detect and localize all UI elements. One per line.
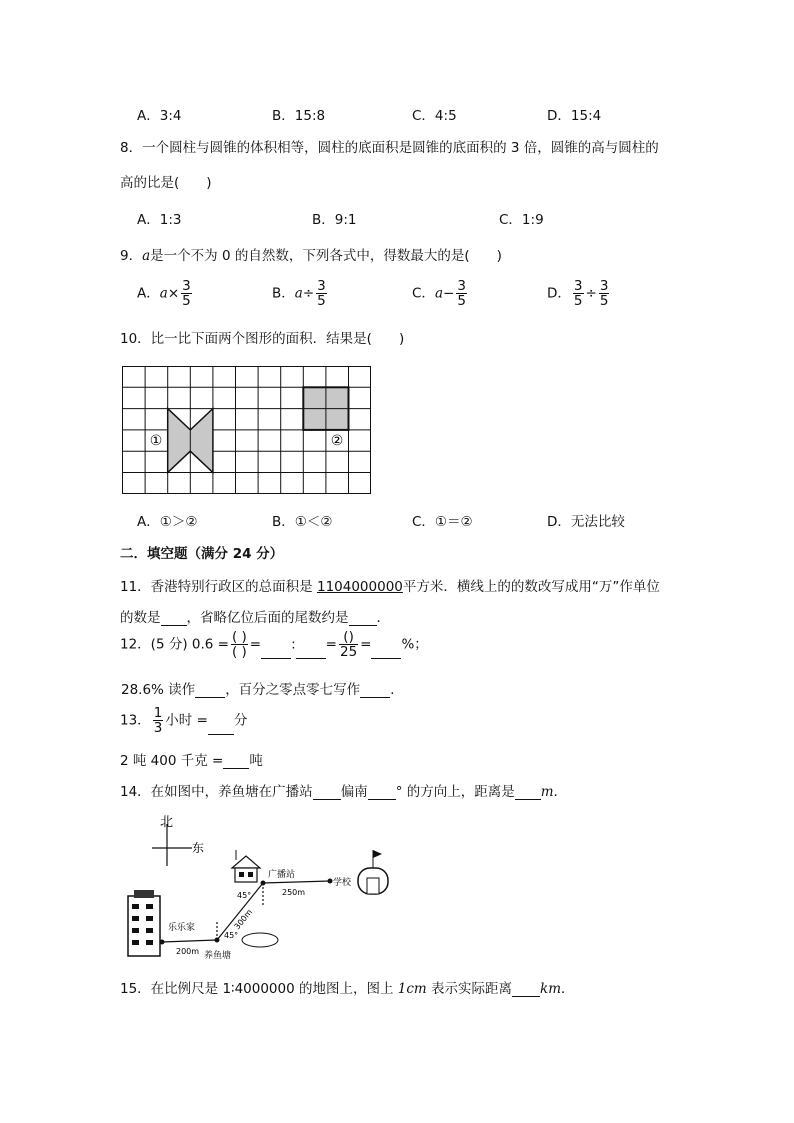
q14-blank-2[interactable] bbox=[368, 785, 396, 800]
frac-num: 3 bbox=[317, 278, 326, 294]
frac-den: 5 bbox=[457, 293, 466, 309]
frac-den: 25 bbox=[339, 644, 358, 660]
q13-l2: 2 吨 400 千克 = bbox=[120, 753, 224, 769]
q10-option-d: D．无法比较 bbox=[547, 514, 625, 530]
q11-line2 bbox=[120, 606, 390, 626]
q8-stem-line2: 高的比是( ) bbox=[120, 175, 212, 191]
q13-blank-1[interactable] bbox=[208, 720, 234, 735]
q14-map-figure bbox=[120, 810, 420, 970]
q11-l2c: ． bbox=[376, 610, 390, 626]
q8-option-c: C．1:9 bbox=[499, 212, 544, 228]
pond-icon bbox=[242, 933, 278, 947]
q13-blank-2[interactable] bbox=[223, 754, 249, 769]
q10-grid-figure bbox=[122, 366, 372, 496]
frac-num: () bbox=[339, 630, 358, 645]
q9-c-var: a bbox=[434, 285, 443, 302]
q8-stem-line1: 8．一个圆柱与圆锥的体积相等，圆柱的底面积是圆锥的底面积的 3 倍，圆锥的高与圆柱的 bbox=[120, 140, 659, 156]
q13-unit2: 吨 bbox=[249, 753, 263, 769]
q9-d-frac2 bbox=[599, 279, 610, 308]
school-label: 学校 bbox=[333, 878, 352, 888]
q7-option-a: A．3:4 bbox=[137, 108, 182, 124]
compass bbox=[152, 815, 204, 866]
q13-pre: 13． bbox=[120, 712, 151, 729]
q14-unit: m bbox=[540, 784, 554, 800]
q14-end: ． bbox=[553, 784, 568, 800]
frac-den: ( ) bbox=[231, 644, 247, 660]
q12-l2c: ． bbox=[390, 682, 404, 698]
frac-num: 3 bbox=[599, 278, 609, 294]
home-label: 乐乐家 bbox=[168, 923, 196, 933]
q14-mid2: ° 的方向上，距离是 bbox=[395, 784, 515, 800]
q12-frac1 bbox=[231, 630, 248, 659]
q9-d-label: D． bbox=[547, 285, 571, 302]
q9-option-a bbox=[137, 279, 194, 308]
frac-num: 1 bbox=[153, 705, 163, 721]
q15-mid: 表示实际距离 bbox=[426, 981, 513, 997]
angle-2: 45° bbox=[224, 931, 239, 940]
q14-blank-3[interactable] bbox=[515, 785, 541, 800]
q9-a-label: A． bbox=[137, 285, 160, 302]
q9-option-d bbox=[547, 279, 611, 308]
q9-c-label: C． bbox=[412, 285, 435, 302]
q13-line2 bbox=[120, 749, 263, 769]
q12-blank-5[interactable] bbox=[360, 683, 390, 698]
q14-blank-1[interactable] bbox=[313, 785, 341, 800]
q9-b-op: ÷ bbox=[302, 285, 315, 302]
q9-a-var: a bbox=[159, 285, 168, 302]
frac-num: 3 bbox=[573, 278, 583, 294]
q14-pre: 14．在如图中，养鱼塘在广播站 bbox=[120, 784, 313, 800]
q9-b-label: B． bbox=[272, 285, 295, 302]
east-label: 东 bbox=[192, 841, 205, 855]
q12-blank-4[interactable] bbox=[195, 683, 225, 698]
frac-den: 5 bbox=[182, 293, 191, 309]
q10-option-c: C．①＝② bbox=[412, 514, 473, 530]
q8-option-b: B．9:1 bbox=[312, 212, 357, 228]
broadcast-station-icon bbox=[232, 850, 260, 882]
q11-line1 bbox=[120, 575, 660, 595]
q9-a-frac bbox=[181, 279, 192, 308]
q10-option-b: B．①＜② bbox=[272, 514, 333, 530]
q12-eq2: = bbox=[325, 636, 337, 653]
section-heading: 二．填空题（满分 24 分） bbox=[120, 546, 284, 562]
q8-option-a: A．1:3 bbox=[137, 212, 182, 228]
q13-frac bbox=[153, 706, 164, 735]
school-icon bbox=[358, 850, 388, 894]
q9-stem-text: 是一个不为 0 的自然数，下列各式中，得数最大的是( ) bbox=[150, 248, 502, 264]
q10-option-a: A．①＞② bbox=[137, 514, 198, 530]
q9-c-op: − bbox=[443, 285, 455, 302]
q15-blank[interactable] bbox=[512, 982, 540, 997]
dist-200: 200m bbox=[176, 947, 200, 956]
q11-pre: 11．香港特别行政区的总面积是 bbox=[120, 579, 317, 595]
q9-b-frac bbox=[316, 279, 327, 308]
broadcast-label: 广播站 bbox=[268, 870, 296, 880]
q9-d-frac1 bbox=[573, 279, 584, 308]
angle-1: 45° bbox=[237, 891, 252, 900]
q12-line2 bbox=[121, 678, 404, 698]
q12-blank-1[interactable] bbox=[261, 644, 291, 659]
dist-300: 300m bbox=[232, 907, 255, 932]
q9-a-op: × bbox=[167, 285, 180, 302]
q9-b-var: a bbox=[294, 285, 303, 302]
q12-blank-2[interactable] bbox=[296, 644, 326, 659]
q12-l2a: 28.6% 读作 bbox=[121, 682, 196, 698]
frac-num: 3 bbox=[182, 278, 191, 294]
q11-post: 平方米．横线上的的数改写成用“万”作单位 bbox=[402, 579, 660, 595]
q7-option-d: D．15:4 bbox=[547, 108, 602, 124]
q12-pre: 12．(5 分) 0.6 = bbox=[120, 636, 229, 653]
q9-stem: 9．a是一个不为 0 的自然数，下列各式中，得数最大的是( ) bbox=[120, 248, 502, 264]
q7-option-b: B．15:8 bbox=[272, 108, 326, 124]
q13-line1 bbox=[120, 706, 247, 735]
frac-den: 3 bbox=[153, 720, 163, 736]
frac-den: 5 bbox=[317, 293, 326, 309]
q15-cm: 1cm bbox=[397, 981, 427, 997]
q9-c-frac bbox=[456, 279, 467, 308]
q11-l2b: ，省略亿位后面的尾数约是 bbox=[186, 610, 349, 626]
q15-end: ． bbox=[561, 981, 575, 997]
q14-mid1: 偏南 bbox=[340, 784, 368, 800]
q9-option-b bbox=[272, 279, 329, 308]
dist-250: 250m bbox=[282, 888, 306, 897]
q11-blank-2[interactable] bbox=[349, 611, 377, 626]
label-fig1: ① bbox=[149, 433, 163, 449]
q15-stem bbox=[120, 977, 575, 997]
q12-l2b: ，百分之零点零七写作 bbox=[225, 682, 361, 698]
label-fig2: ② bbox=[330, 433, 344, 449]
q12-line1 bbox=[120, 630, 428, 659]
q7-option-c: C．4:5 bbox=[412, 108, 457, 124]
q12-pct: %； bbox=[401, 636, 428, 653]
q11-blank-1[interactable] bbox=[161, 611, 187, 626]
pond-label: 养鱼塘 bbox=[204, 951, 232, 961]
frac-den: 5 bbox=[573, 293, 583, 309]
frac-num: ( ) bbox=[231, 629, 247, 645]
q13-post: 小时 = bbox=[165, 712, 208, 729]
q11-l2a: 的数是 bbox=[120, 610, 161, 626]
q12-blank-3[interactable] bbox=[371, 644, 401, 659]
q12-colon: : bbox=[291, 636, 296, 653]
home-building-icon bbox=[128, 890, 160, 956]
q9-d-op: ÷ bbox=[585, 285, 597, 302]
q9-option-c bbox=[412, 279, 469, 308]
q15-unit: km bbox=[540, 981, 562, 997]
q15-pre: 15．在比例尺是 1∶4000000 的地图上，图上 bbox=[120, 981, 398, 997]
q11-number: 1104000000 bbox=[316, 579, 403, 595]
frac-num: 3 bbox=[457, 278, 466, 294]
q12-eq1: = bbox=[249, 636, 262, 653]
q14-stem bbox=[120, 780, 567, 800]
q10-stem: 10．比一比下面两个图形的面积．结果是( ) bbox=[120, 331, 405, 347]
north-label: 北 bbox=[160, 815, 174, 830]
q12-frac2 bbox=[339, 630, 358, 659]
q9-var: a bbox=[142, 248, 151, 264]
frac-den: 5 bbox=[599, 293, 609, 309]
q12-eq3: = bbox=[360, 636, 372, 653]
q13-unit1: 分 bbox=[233, 712, 248, 729]
